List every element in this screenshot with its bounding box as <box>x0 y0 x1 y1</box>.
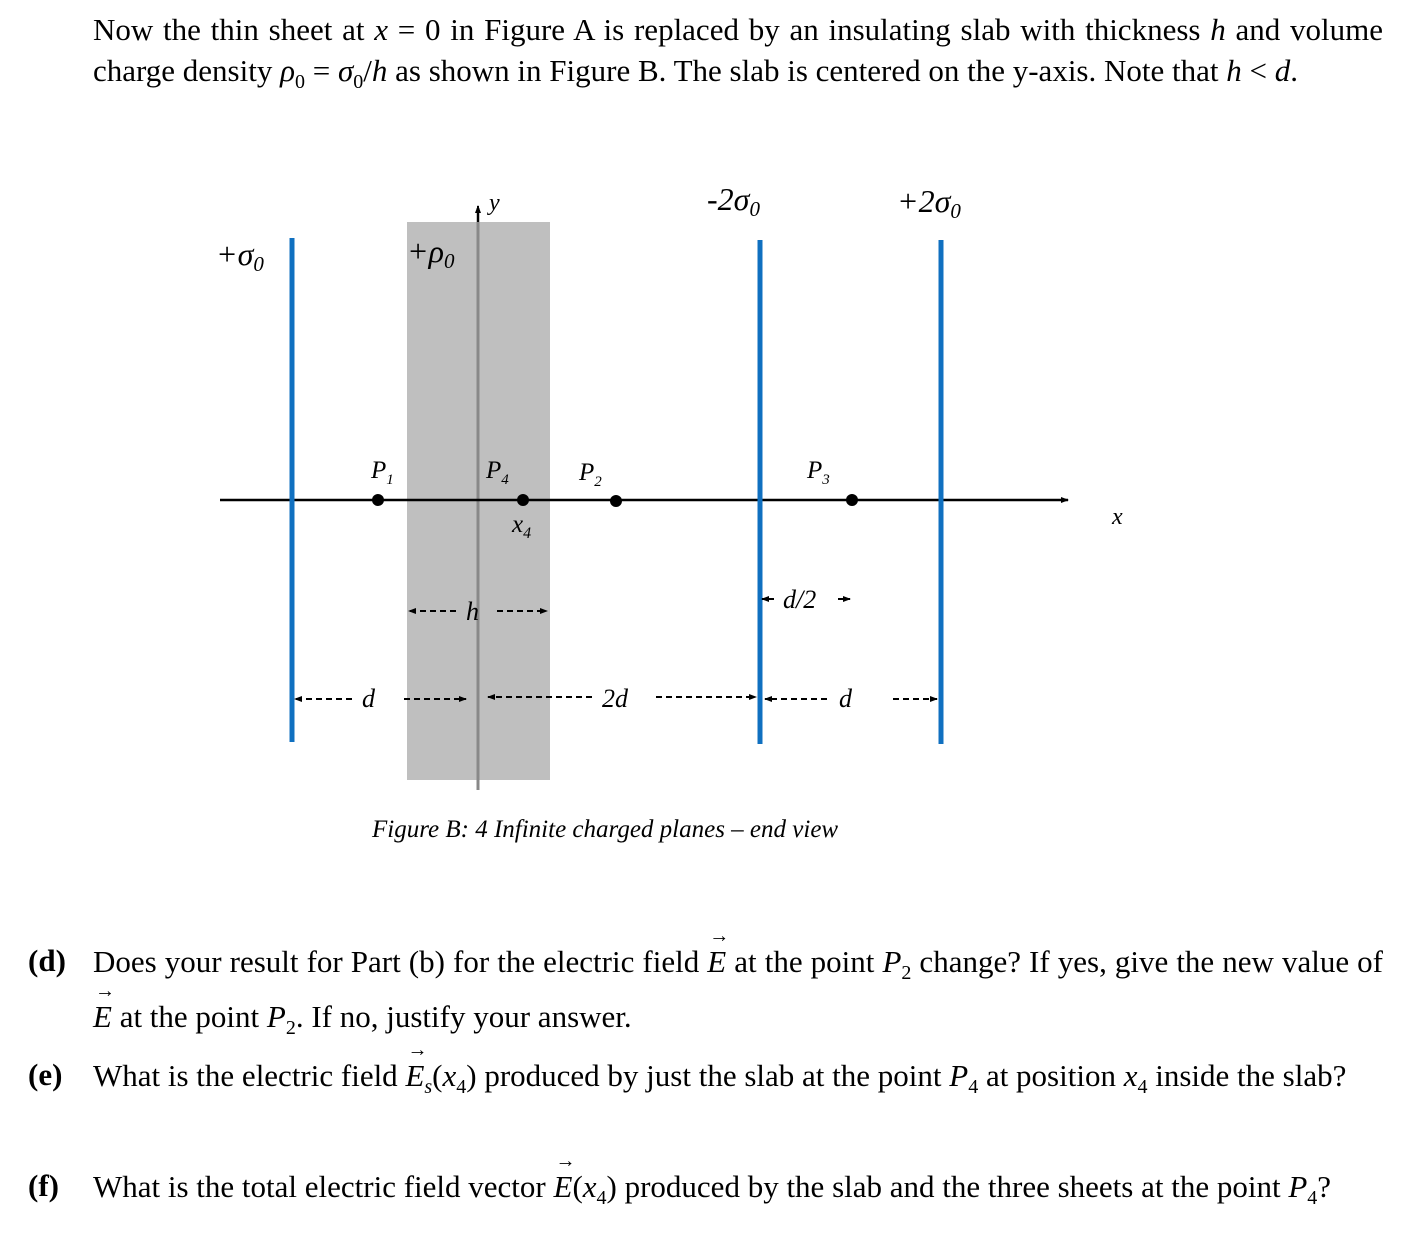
question-e-text: What is the electric field → $E_s(x_4)$ produced by just the slab at the point $P_4$ at position $x_4$ inside the slab? <box>93 1054 1383 1109</box>
question-f-text: What is the total electric field vector → $E(x_4)$ produced by the slab and the three sheets at the point $P_4$? <box>93 1165 1383 1220</box>
label-sheet2: -2σ0 <box>707 181 760 221</box>
question-d-text: Does your result for Part (b) for the electric field → E at the point $P_2$ change? If yes, give the new value of → E at the point $P_2$. If no, justify your answer. <box>93 940 1383 1050</box>
intro-paragraph: Now the thin sheet at x = 0 in Figure A is replaced by an insulating slab with thickness h and volume charge density $\rho_0 = \sigma_0/h$ as shown in Figure B. The slab is centered on the y-axis. Note that h < d. <box>93 12 1383 94</box>
label-sheet1: +σ0 <box>216 236 264 276</box>
figure-caption: Figure B: 4 Infinite charged planes – end view <box>372 816 839 843</box>
label-slab: +ρ0 <box>407 233 455 273</box>
label-dim-2d: 2d <box>602 684 628 713</box>
label-x4: $x_4$ <box>512 511 532 542</box>
label-dim-d-left: d <box>362 684 375 713</box>
label-x-axis: x <box>1112 504 1123 530</box>
question-f-label: (f) <box>28 1168 59 1203</box>
label-dim-d-right: d <box>839 684 852 713</box>
point-p1-dot <box>372 494 384 506</box>
label-p1: $P_1$ <box>371 457 394 488</box>
point-p4-dot <box>517 494 529 506</box>
label-sheet3: +2σ0 <box>897 183 961 223</box>
label-dim-dhalf: d/2 <box>783 585 817 614</box>
point-p3-dot <box>846 494 858 506</box>
question-d-label: (d) <box>28 943 66 978</box>
label-p4: $P_4$ <box>486 457 509 488</box>
label-dim-h: h <box>466 597 479 626</box>
point-p2-dot <box>610 495 622 507</box>
label-y-axis: y <box>489 190 500 216</box>
label-p3: $P_3$ <box>807 457 830 488</box>
label-p2: $P_2$ <box>579 459 602 490</box>
question-e-label: (e) <box>28 1057 63 1092</box>
